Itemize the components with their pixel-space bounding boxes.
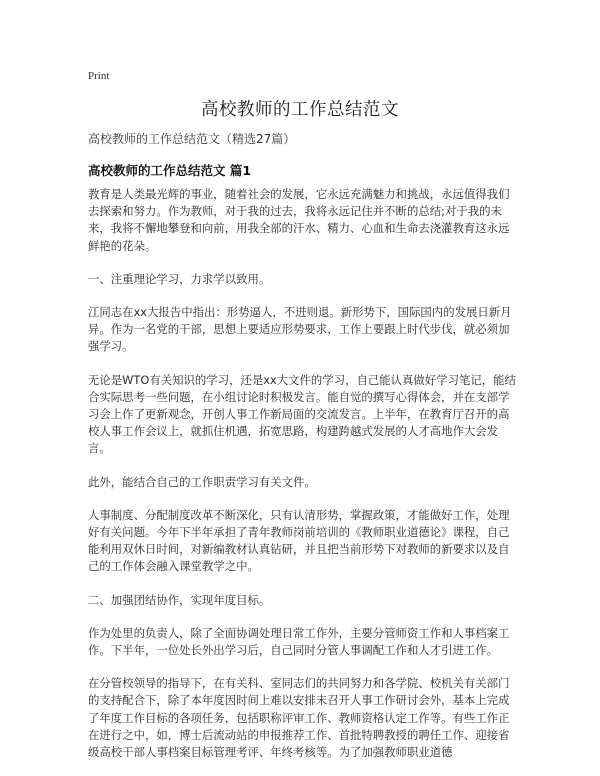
article-body bbox=[88, 186, 518, 776]
paragraph-heading-one: 一、注重理论学习，力求学以致用。 bbox=[88, 271, 271, 286]
paragraph-reform: 人事制度、分配制度改革不断深化，只有认清形势，掌握政策，才能做好工作，处理好有关问题。今年下半年承担了青年教师岗前培训的《教师职业道德论》课程，自己能利用双休日时间，对新编教材认真钻研，并且把当前形势下对教师的新要求以及自己的工作体会融入课堂教学之中。 bbox=[88, 507, 510, 574]
print-link[interactable]: Print bbox=[88, 70, 110, 82]
paragraph-intro: 教育是人类最光辉的事业，随着社会的发展，它永远充满魅力和挑战，永远值得我们去探索和努力。作为教师，对于我的过去，我将永远记住并不断的总结;对于我的未来，我将不懈地攀登和向前，用我全部的汗水、精力、心血和生命去浇灌教育这永远鲜艳的花朵。 bbox=[88, 187, 510, 253]
paragraph-wto-study: 无论是WTO有关知识的学习，还是xx大文件的学习，自己能认真做好学习笔记，能结合实际思考一些问题，在小组讨论时积极发言。能自觉的撰写心得体会，并在支部学习会上作了更新观念，开创人事工作新局面的交流发言。上半年，在教育厅召开的高校人事工作会议上，就抓住机遇，拓宽思路，构建跨越式发展的人才高地作大会发言。 bbox=[88, 372, 516, 456]
paragraph-responsibilities: 作为处里的负责人，除了全面协调处理日常工作外，主要分管师资工作和人事档案工作。下半年，一位处长外出学习后，自己同时分管人事调配工作和人才引进工作。 bbox=[88, 625, 510, 658]
page-title: 高校教师的工作总结范文 bbox=[201, 100, 399, 120]
section-heading: 高校教师的工作总结范文 篇1 bbox=[88, 163, 252, 178]
document-subtitle: 高校教师的工作总结范文（精选27篇） bbox=[88, 132, 296, 146]
paragraph-achievements: 在分管校领导的指导下，在有关科、室同志们的共同努力和各学院、校机关有关部门的支持配合下，除了本年度因时间上难以安排未召开人事工作研讨会外，基本上完成了年度工作目标的各项任务，包括职称评审工作、教师资格认定工作等。有些工作正在进行之中，如，博士后流动站的申报推荐工作、首批特聘教授的聘任工作、迎接省级高校干部人事档案目标管理考评、年终考核等。为了加强教师职业道德 bbox=[88, 676, 510, 760]
paragraph-heading-two: 二、加强团结协作，实现年度目标。 bbox=[88, 592, 271, 607]
paragraph-duties: 此外，能结合自己的工作职责学习有关文件。 bbox=[88, 474, 316, 489]
paragraph-learning: 江同志在xx大报告中指出：形势逼人，不进则退。新形势下，国际国内的发展日新月异。作为一名党的干部，思想上要适应形势要求，工作上要跟上时代步伐，就必须加强学习。 bbox=[88, 305, 512, 354]
